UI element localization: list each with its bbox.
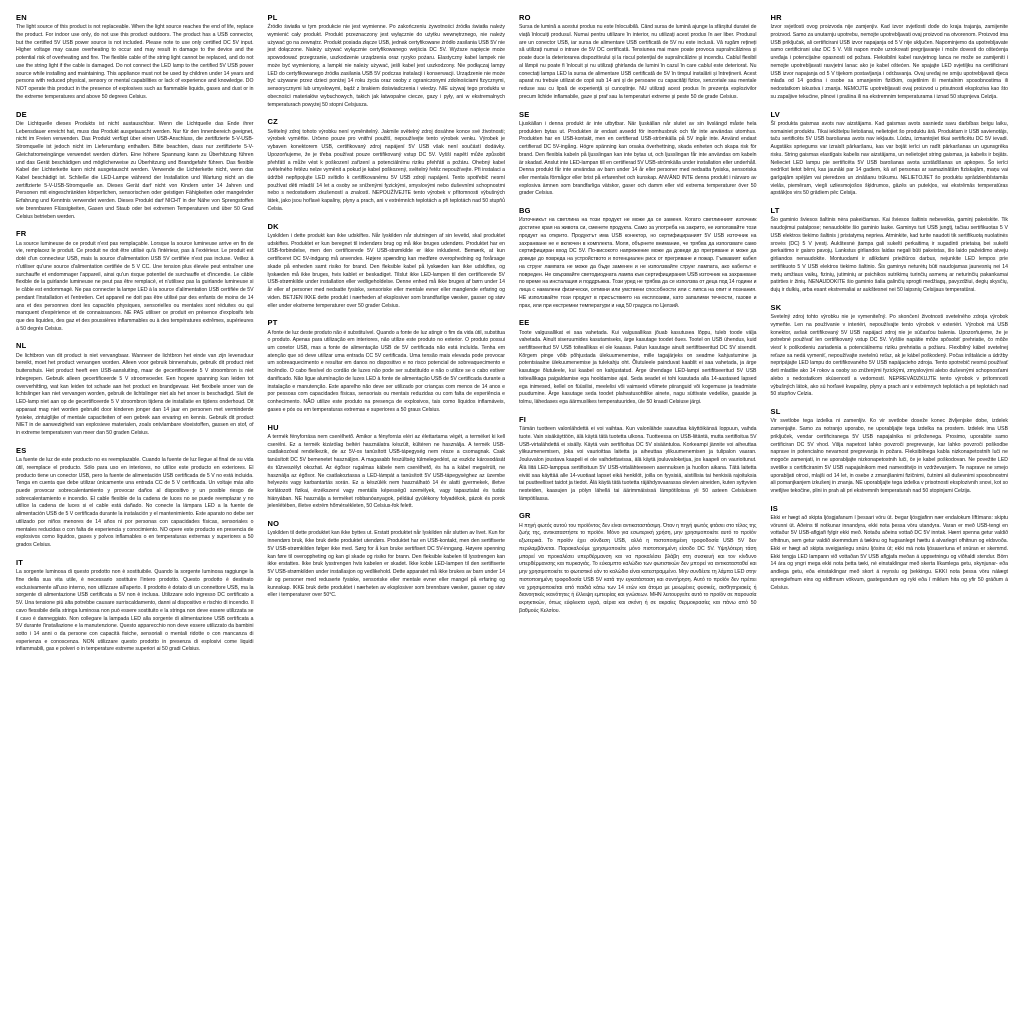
language-section-en [16,14,254,102]
language-code-nl: NL [16,341,27,351]
language-code-ro: RO [519,13,531,22]
language-section-lt [771,207,1009,295]
language-code-is: IS [770,503,778,513]
language-section-it [16,559,254,654]
language-text-fi: Tämän tuotteen valonlähdettä ei voi vaihtaa. Kun valonlähde saavuttaa käyttöikänsä loppuun, vaihda tuote. Vain sisäkäyttöön, älä käytä tätä tuotetta ulkona. Tuotteessa on USB-liitäntä, mutta sertifioitua 5V USB-virtalähdettä ei sisälly. Käytä vain sertifioitua DC 5V sisääntuloa. Korkeampi jännite voi aiheuttaa ylikuumenemisen, joka voi vaurioittaa laitetta ja aiheuttaa ylikuumenemisen ja tulipalon vaaran. Jouluvalon joustava kaapeli ei ole vaihdettavissa, älä käytä jouluvaloketjua, jos kaapeli on vaurioitunut. Älä liitä LED-lamppua sertifioituun 5V USB-virtalähteeseen asennuksen ja huollon aikana. Tätä laitetta eivät saa käyttää alle 14-vuotiaat lapset eikä henkilöt, joilla on fyysisiä, aistillisia tai henkisiä rajoituksia tai puutteelliset taidot ja tiedot. Älä käytä tätä tuotetta räjähdysvaarassa olevien aineiden, kuten syttyvien nesteiden, kaasujen ja pölyn lähellä tai äärimmäisissä lämpötiloissa yli 50 asteen Celsiuksen lämpötilassa. [519,426,757,502]
language-code-gr: GR [519,511,531,521]
language-code-sk: SK [770,302,782,312]
language-section-is [771,505,1009,593]
language-section-pl [268,14,506,109]
language-text-fr: La source lumineuse de ce produit n'est pas remplaçable. Lorsque la source lumineuse arrive en fin de vie, remplacez le produit. Ce produit ne doit être utilisé qu'à l'intérieur, pas à l'extérieur. Le produit est doté d'un connecteur USB, mais la source d'alimentation USB 5V certifiée n'est pas incluse. Veillez à n'utiliser qu'une source d'alimentation certifiée de 5 V CC. Une tension plus élevée peut entraîner une surchauffe et endommager l'appareil, ainsi qu'un risque potentiel de surchauffe et d'incendie. Le câble flexible de la guirlande lumineuse ne peut pas être remplacé, et n'utilisez pas la guirlande lumineuse si le câble est endommagé. Ne pas connecter la lampe LED à la source d'alimentation USB certifiée de 5V pendant l'installation et l'entretien. Cet appareil ne doit pas être utilisé par des enfants de moins de 14 ans et des personnes dont les capacités physiques, sensorielles ou mentales sont réduites ou qui manquent d'expérience et de connaissances. NE PAS utiliser ce produit en présence d'explosifs tels que des liquides, des gaz et des poussières inflammables ou à des températures extrêmes, supérieures à 50 degrés Celsius. [16,240,254,332]
language-text-no: Lyskilden til dette produktet kan ikke byttes ut. Erstatt produktet når lyskilden når slutten av livet. Kun for innendørs bruk, ikke bruk dette produktet utendørs. Produktet har en USB-kontakt, men den sertifiserte 5V USB-strømkilden følger ikke med. Sørg for å kun bruke sertifisert DC 5V-inngang. Høyere spenning kan føre til overoppheting og kan gi skade og risiko for brann. Den fleksible kabelen til lysstrengen kan ikke erstattes. Ikke bruk lysstrengen hvis kabelen er skadet. Ikke koble LED-lampen til den sertifiserte 5V USB-strømkilden under installasjon og vedlikehold. Dette apparatet må ikke brukes av barn under 14 år og personer med reduserte fysiske, sensoriske eller mentale evner eller mangel på erfaring og kunnskap. IKKE bruk dette produktet i nærheten av eksplosiver som brennbare væsker, gasser og støv eller i temperaturer over 50°C. [267,530,505,599]
language-code-sl: SL [770,407,781,417]
language-code-ee: EE [519,318,530,328]
language-text-pl: Źródło światła w tym produkcie nie jest wymienne. Po zakończeniu żywotności źródła światła należy wymienić cały produkt. Produkt przeznaczony jest wyłącznie do użytku wewnętrznego, nie należy używać go na zewnątrz. Produkt posiada złącze USB, jednak certyfikowane źródło zasilania USB 5V nie jest dołączone. Należy używać wyłącznie certyfikowanego wejścia DC 5V. Wyższe napięcie może spowodować przegrzanie, uszkodzenie urządzenia oraz ryzyko pożaru. Elastyczny kabel lampek nie może być wymieniony, a lampki nie należy używać, jeśli kabel jest uszkodzony. Nie podłączaj lampy LED do certyfikowanego źródła zasilania USB 5V podczas instalacji i konserwacji. Urządzenie nie może być używane przez dzieci poniżej 14 roku życia oraz osoby z ograniczonymi zdolnościami fizycznymi, sensorycznymi lub umysłowymi, bądź z brakiem doświadczenia i wiedzy. NIE używaj tego produktu w obecności materiałów wybuchowych, takich jak łatwopalne ciecze, gazy i pyły, ani w ekstremalnych temperaturach powyżej 50 stopni Celsjusza. [267,24,505,108]
language-code-hu: HU [267,422,279,432]
language-section-cz [268,118,506,213]
column-4 [771,14,1009,1016]
language-text-pt: A fonte de luz deste produto não é substituível. Quando a fonte de luz atingir o fim da vida útil, substitua o produto. Apenas para utilização em interiores, não utilize este produto no exterior. O produto possui um conetor USB, mas a fonte de alimentação USB de 5V certificada não está incluída. Tenha em atenção que só deve utilizar uma entrada CC 5V certificada. Uma tensão mais elevada pode provocar um sobreaquecimento e resultar em danos no dispositivo e no risco potencial de sobreaquecimento e incêndio. O cabo flexível do cordão de luzes não pode ser substituído e não o utilize se o cabo estiver danificado. Não ligue alumínação de luzes LED à fonte de alimentação USB de 5V certificada durante a instalação e manutenção. Este aparelho não deve ser utilizado por crianças com menos de 14 anos e por pessoas com capacidades físicas, sensoriais ou mentais reduzidas ou com falta de experiência e conhecimento. NÃO utilize este produto na presença de explosivos, tais como líquidos inflamáveis, gases e pós ou em temperaturas extremas e superiores a 50 graus Celsius. [267,329,505,413]
language-text-ee: Toote valgusallikat ei saa vahetada. Kui valgusallikas jõuab kasutusea lõppu, tuleb toode välja vahetada. Ainult siseruumides kasutamiseks, ärge kasutage toodet õues. Tootel on USB ühendus, kuid sertifitseeritud 5V USB toiteallikas ei ole kaasas. Palun kasutage ainult sertifitseeritud DC 5V sisendit. Kõrgem pinge võib põhjustada ülekuumenemise, mille tagajärjeks on seadme kahjustumine ja potentsiaalne ülekuumenemise ja tulekahju oht. Õlutuleele painduvat kaablit ei saa vahetada, ja ärge kasutage õlutuleele, kui kaabel on kahjustatud. Ärge ühendage LED-lampi sertifitseeritud 5V USB toiteallikaga paigaldamise ega hooldamise ajal. Seda seadet ei tohi kasutada alla 14-aastased lapsed ega inimesed, kellel on füüsilisi, meelelisi või vaimseid võimete piiranguid või kogemuse ja teadmiste puudumine. Ärge kasutage seda toodet plahvatusohtlike ainete, nagu süttivate vedelike, gaaside ja tolmu, lähedases ega äärmuslikes temperatuurides, üle 50 kraadi Celsiuse järgi. [519,329,757,406]
language-section-no [268,520,506,600]
language-text-hr: Izvor svjetlosti ovog proizvoda nije zamjenjiv. Kad izvor svjetlosti dođe do kraja trajanja, zamijenite proizvod. Samo za unutarnju upotrebu, nemojte upotrebljavati ovaj proizvod na otvorenom. Proizvod ima USB priključak, ali certificirani USB izvor napajanja od 5 V nije uključen. Napominjemo da upotrebljavate samo certificirani ulaz DC 5 V. Viši napon može uzrokovati pregrijavanje i može dovesti do oštećenja uređaja i potencijalne opasnosti od požara. Fleksibilni kabel rasvjetnog lanca ne može se zamijeniti i nemojte upotrebljavati rasvjetni lanac ako je kabel oštećen. Ne spajajte LED svjetiljku na certificirani USB izvor napajanja od 5 V tijekom postavljanja i održavanja. Ovaj uređaj ne smiju upotrebljavati djeca mlađa od 14 godina i osobe sa smanjenim fizičkim, osjetilnim ili mentalnim sposobnostima ili nedostatkom iskustva i znanja. NEMOJTE upotrebljavati ovaj proizvod u prisutnosti eksploziva kao što su zapaljive tekućine, plinovi i prašina ili na ekstremnim temperaturama i iznad 50 stupnjeva Celzija. [770,24,1008,100]
language-section-pt [268,319,506,414]
language-text-de: Die Lichtquelle dieses Produkts ist nicht austauschbar. Wenn die Lichtquelle das Ende ihrer Lebensdauer erreicht hat, muss das Produkt ausgetauscht werden. Nur für den Innenbereich geeignet, nicht im Freien verwenden. Das Produkt verfügt über einen USB-Anschluss, die zertifizierte 5-V-USB-Stromquelle ist jedoch nicht im Lieferumfang enthalten. Bitte beachten, dass nur zertifizierte 5-V-Gleichstromeingänge verwendet werden dürfen. Eine höhere Spannung kann zu Überhitzung führen und das Gerät beschädigen und möglicherweise zu Überhitzung und Brandgefahr führen. Das flexible Kabel der Lichterkette kann nicht ausgetauscht werden. Verwende die Lichterkette nicht, wenn das Kabel beschädigt ist. Schließe die LED-Lampe während der Installation und Wartung nicht an die zertifizierte 5-V-USB-Stromquelle an. Dieses Gerät darf nicht von Kindern unter 14 Jahren und Personen mit eingeschränkten körperlichen, sensorischen oder geistigen Fähigkeiten oder mangelnder Erfahrung und Kenntnis verwendet werden. Dieses Produkt darf NICHT in der Nähe von Sprengstoffen wie brennbaren Flüssigkeiten, Gasen und Staub oder bei extremen Temperaturen und über 50 Grad Celsius betrieben werden. [16,120,254,220]
language-text-sl: Vir svetlobe tega izdelka ni zamenljiv. Ko vir svetlobe doseže konec življenjske dobe, izdelek zamenjajte. Samo za notranjo uporabo, ne uporabljajte tega izdelka na prostem. Izdelek ima USB priključek, vendar certificiranega 5V USB napajalnika ni priloženega. Prosimo, uporabite samo certificiran DC 5V vhod. Višja napetost lahko povzroči pregrevanje, kar lahko povzroči poškodbe naprave in potencialno nevarnost pregrevanja in požara. Fleksibilnega kabla nizkonapetostnih luči ne mogoče zamenjati, in ne uporabljajte nizkonapetostnih luči, če je kabel poškodovan. Ne povežite LED svetilke s certificiranim 5V USB napajalnikom med namestitvijo in vzdrževanjem. Te naprave ne smejo uporabljati otroci, mlajši od 14 let, in osebe z zmanjšanimi fizičnimi, čutnimi ali duševnimi sposobnostmi ali pomanjkanjem izkušenj in znanja. NE uporabljajte tega izdelka v prisotnosti eksplozivnih snovi, kot so vnetljive tekočine, plini in prah ali pri ekstremnih temperaturah nad 50 stopinjami Celzija. [770,418,1008,494]
language-code-lt: LT [770,206,780,216]
language-code-lv: LV [770,109,780,119]
language-code-hr: HR [770,13,782,22]
language-text-cz: Světelný zdroj tohoto výrobku není vyměnitelný. Jakmile světelný zdroj dosáhne konce své životnosti; výrobek vyměňte. Určeno pouze pro vnitřní použití, nepoužívejte tento výrobek venku. Výrobek je vybaven konektorem USB, certifikovaný zdroj napájení 5V USB však není součástí dodávky. Upozorňujeme, že je třeba používat pouze certifikovaný vstup DC 5V. Vyšší napětí může způsobit přehřátí a může vést k poškození zařízení a potenciálnímu riziku přehřátí a požáru. Ohebný kabel světelného řetězu nelze vyměnit a pokud je kabel poškozený, světelný řetěz nepoužívejte. Při instalaci a údržbě nepřipojujte LED svítidlo k certifikovanému 5V USB zdroji napájení. Tento spotřebič nesmí používat děti mladší 14 let a osoby se sníženými fyzickými, smyslovými nebo duševními schopnostmi nebo s nedostatkem zkušeností a znalostí. NEPOUŽÍVEJTE tento výrobek v přítomnosti výbušných látek, jako jsou hořlavé kapaliny, plyny a prach, ani v extrémních teplotách a při teplotách nad 50 stupňů Celsia. [267,128,505,212]
language-text-lt: Šio gaminio šviesos šaltinis nėra pakeičiamas. Kai šviesos šaltinis nebeveikia, gaminį pakeiskite. Tik naudojimui patalpose; nenaudokite šio gaminio lauke. Gaminys turi USB jungtį, tačiau sertifikuotas 5 V USB elektros tiekimo šaltinis į pristatymą nepriea. Atminkite, kad turite naudoti tik sertifikuotą nuolatinės srovės (DC) 5 V įvestį. Aukštesnė įtampa gali sukelti perkaitimą ir sugadinti prietaisą bei sukelti perkaitimo ir gaisro pavojų. Lankstus girliandos laidas negali būti pakeistas, šio laido pažeidimo atveju girliandos nenaudokite. Montuodami ir atlikdami priežiūros darbus, nejunkite LED lempos prie sertifikuoto 5 V USB elektros tiekimo šaltinio. Šis gaminys neturėtų būti naudojamas jaunesnių nei 14 metų amžiaus vaikų, fizinių, jutiminių ar psichikos sutrikimų turinčių asmenų ar neturinčių pakankamai patirties ir žinių. NENAUDOKITE šio gaminio šalia galinčių sprogti medžiagų, pavyzdžiui, degių skysčių, dujų ir dulkių, arba esant ekstremaliai ar aukštesnei nei 50 laipsnių Celsijaus temperatūrai. [770,217,1008,294]
language-text-en: The light source of this product is not replaceable. When the light source reaches the end of life, replace the product. For indoor use only, do not use this product outdoors. The product has a USB connector, but the certified 5V USB power source is not included. Please note to use only certified DC 5V input. Higher voltage may cause overheating to occur and may result in damage to the device and the potential risk of overheating and fire. The flexible cable of the string light cannot be replaced, and do not use the string light if the cable is damaged. Do not connect the LED lamp to the certified 5V USB power source while installing and maintaining. This appliance must not be used by children under 14 years and persons with reduced physical, sensory or mental capabilities or lack of experience and knowledge. DO NOT operate this product in the presence of explosives such as flammable liquids, gases and dust or in the extreme temperatures and above 50 degrees Celsius. [16,24,254,100]
language-section-gr [519,512,757,615]
language-section-sk [771,304,1009,399]
language-section-hu [268,424,506,512]
language-code-pl: PL [267,13,278,22]
language-text-ro: Sursa de lumină a acestui produs nu este înlocuibilă. Când sursa de lumină ajunge la sfârșitul duratei de viață înlocuiți produsul. Numai pentru utilizare în interior, nu utilizați acest produs în aer liber. Produsul are un conector USB, iar sursa de alimentare USB certificată de 5V nu este inclusă. Vă rugăm rețineți să utilizați numai o intrare de 5V DC certificată. Tensiunea mai mare poate provoca supraîncălzirea și poate duce la deteriorarea dispozitivului și la riscul potențial de supraîncălzire și incendiu. Cablul flexibil al lămpii nu poate fi înlocuit și nu utilizați ghirlanda de lumini în cazul în care cablul este deteriorat. Nu conectați lampa LED la sursa de alimentare USB certificată de 5V în timpul instalării și întreținerii. Acest aparat nu trebuie utilizat de copii sub 14 ani și de persoane cu capacități fizice, senzoriale sau mentale reduse sau cu lipsă de experiență și cunoștințe. NU utilizați acest produs în prezența explozivilor precum lichide inflamabile, gaze și praf sau la temperaturi extreme și peste 50 de grade Celsius. [519,24,757,100]
language-text-gr: Η πηγή φωτός αυτού του προϊόντος δεν είναι αντικαταστάσιμη. Όταν η πηγή φωτός φτάσει στο τέλος της ζωής της, αντικαταστήστε το προϊόν. Μόνο για εσωτερική χρήση, μην χρησιμοποιείτε αυτό το προϊόν εξωτερικά. Το προϊόν έχει σύνδεση USB, αλλά η πιστοποιημένη τροφοδοσία USB 5V δεν περιλαμβάνεται. Παρακαλούμε χρησιμοποιείτε μόνο πιστοποιημένη είσοδο DC 5V. Υψηλότερη τάση μπορεί να προκαλέσει υπερθέρμανση και να προκαλέσει βλάβη στη συσκευή και τον κίνδυνο υπερθέρμανσης και πυρκαγιάς. Το εύκαμπτο καλώδιο των φωτιστικών δεν μπορεί να αντικατασταθεί και μην χρησιμοποιείτε το φωτιστικό εάν το καλώδιο είναι κατεστραμμένο. Μην συνδέετε τη λάμπα LED στην πιστοποιημένη τροφοδοσία USB 5V κατά την εγκατάσταση και συντήρηση. Αυτό το προϊόν δεν πρέπει να χρησιμοποιείται από παιδιά κάτω των 14 ετών και άτομα με μειωμένες φυσικές, αισθητηριακές ή διανοητικές ικανότητες ή έλλειψη εμπειρίας και γνώσεων. ΜΗΝ λειτουργείτε αυτό το προϊόν σε παρουσία εκρηκτικών, όπως εύφλεκτα υγρά, αέρια και σκόνη ή σε ακραίες θερμοκρασίες και πάνω από 50 βαθμούς Κελσίου. [519,522,757,614]
language-code-fi: FI [519,414,527,424]
language-text-it: La sorgente luminosa di questo prodotto non è sostituibile. Quando la sorgente luminosa raggiunge la fine della sua vita utile, è necessario sostituire l'intero prodotto. Questo prodotto è destinato esclusivamente all'uso interno, non utilizzare all'aperto. Il prodotto è dotato di un connettore USB, ma la sorgente di alimentazione USB certificata a 5V non è inclusa. Utilizzare solo ingresso DC certificato a 5V. Una tensione più alta potrebbe causare surriscaldamento, danni al dispositivo e rischio di incendio. Il cavo flessibile della stringa luminosa non può essere sostituito e la stringa non deve essere utilizzata se il cavo è danneggiato. Non collegare la lampada LED alla sorgente di alimentazione USB certificata a 5V durante l'installazione e la manutenzione. Questo apparecchio non deve essere utilizzato da bambini sotto i 14 anni o da persone con capacità fisiche, sensoriali o mentali ridotte o con mancanza di esperienza e conoscenza. NON utilizzare questo prodotto in presenza di esplosivi come liquidi infiammabili, gas e polveri o in temperature estreme superiori ai 50 gradi Celsius. [16,569,254,653]
column-1 [16,14,254,1016]
language-code-es: ES [16,445,27,455]
language-section-bg [519,207,757,310]
language-text-sk: Svetelný zdroj tohto výrobku nie je vymeniteľný. Po skončení životnosti svetelného zdroja výrobok vymeňte. Len na používanie v interiéri, nepoužívajte tento výrobok v exteriéri. Výrobok má USB konektor, avšak certifikovaný 5V USB napájací zdroj nie je súčasťou balenia. Upozorňujeme, že je potrebné používať len certifikovaný vstup DC 5V. Vyššie napätie môže spôsobiť prehriatie, čo môže viesť k poškodeniu zariadenia a potenciálnemu riziku prehriatia a požiaru. Flexibilný kábel svetelnej reťaze sa nedá vymeniť, nepoužívajte svetelnú reťaz, ak je kábel poškodený. Počas inštalácie a údržby nepripájajte LED lampu do certifikovaného 5V USB napájacieho zdroja. Tento spotrebič nesmú používať deti mladšie ako 14 rokov a osoby so zníženými fyzickými, zmyslovými alebo duševnými schopnosťami alebo s nedostatkom skúseností a vedomostí. NEPREVÁDZKUJTE tento výrobok v prítomnosti výbušných látok, ako sú horľavé kvapaliny, plyny a prach ani v extrémnych teplotách a pri teplotách nad 50 stupňov Celzia. [770,314,1008,398]
language-section-ro [519,14,757,102]
language-code-cz: CZ [267,117,278,127]
language-section-dk [268,223,506,311]
language-text-is: Ekki er hægt að skipta ljósgjafanum í þessari vöru út. Þegar ljósgjafinn nær endalokum líftímans: skiptu vörunni út. Aðeins til notkunar innandyra, ekki nota þessa vöru utandyra. Varan er með USB-tengi en vottaður 5V USB-aflgjafi fylgir ekki með. Notaðu aðeins vottað DC 5V inntak. Hærri spenna getur valdið ofhitnun, sem getur valdið skemmdum á tækinu og hugsanlegri hættu á alvarlegri ofhitnun og eldsvoða. Ekki er hægt að skipta sveigjanlegu snúru ljósins út; ekki má nota ljósaseríuna ef snúran er skemmd. Ekki tengja LED lampann við vottaðan 5V USB aflgjafa meðan á uppsetningu og viðhaldi stendur. Börn 14 ára og yngri mega ekki nota þetta tæki, né einstaklingar með skerta líkamlega getu, skynjunar- eða andlega getu, eða einstaklingar með skort á reynslu og þekkingu. EKKI nota þessa vöru nálægt sprengiefnum eins og eldfimum vökvum, gastegundum og ryki eða í miklum hita og yfir 50 gráðum á Celsíus. [770,514,1008,591]
language-code-fr: FR [16,229,27,239]
language-code-se: SE [519,109,530,119]
language-code-pt: PT [267,318,278,328]
language-text-dk: Lyskilden i dette produkt kan ikke udskiftes. Når lyskilden når slutningen af sin levetid, skal produktet udskiftes. Produktet er kun beregnet til indendørs brug og må ikke bruges udendørs. Produktet har en USB-forbindelse, men den certificerede 5V USB-strømkilde er ikke inkluderet. Bemærk, at kun certificeret DC 5V-indgang må anvendes. Højere spænding kan medføre overophedning og forårsage skade på enheden samt risiko for brand. Den fleksible kabel på lyskæden kan ikke udskiftes, og lyskæden må ikke bruges, hvis kablet er beskadiget. Tilslut ikke LED-lampen til den certificerede 5V USB-strømkilde under installation eller vedligeholdelse. Denne enhed må ikke bruges af børn under 14 år eller af personer med nedsatte fysiske, sensoriske eller mentale evner eller manglende erfaring og viden. BETJEN IKKE dette produkt i nærheden af eksplosiver som brandfarlige væsker, gasser og støv eller under ekstreme temperaturer over 50 grader Celsius. [267,232,505,309]
language-section-fi [519,416,757,504]
language-code-bg: BG [519,206,531,216]
language-text-hu: A termék fényforrása nem cserélhető. Amikor a fényforrás eléri az élettartama végét, a terméket ki kell cserélni. Ez a termék kizárólag beltéri használatra készült, kültéren ne használja. A termék USB-csatlakozóval rendelkezik, de az 5V-os tanúsított USB-tápegység nem része a csomagnak. Csak tanúsított DC 5V bemenetet használjon. A magasabb feszültség túlmelegedést, az eszköz károsodását és tűzveszélyt okozhat. Az égősor rugalmas kábele nem cserélhető, és ha a kábel megsérült, ne használja az égősor. Ne csatlakoztassa a LED-lámpát a tanúsított 5V USB-tápegységhez az üzembe helyezés vagy karbantartás során. Ez a készülék nem használható 14 év alatti gyermekek, illetve korlátozott fizikai, érzékszervi vagy mentális képességű személyek, vagy tapasztalat és tudás hiányában. NE használja a terméket robbanóanyagok, például gyúlékony folyadékok, gázok és porok jelenlétében, illetve extrém hőmérsékleten, 50 Celsius-fok felett. [267,433,505,510]
column-3 [519,14,757,1016]
language-text-es: La fuente de luz de este producto no es reemplazable. Cuando la fuente de luz llegue al final de su vida útil, reemplace el producto. Sólo para uso en interiores, no utilice este producto en exteriores. El producto tiene un conector USB, pero la fuente de alimentación USB certificada de 5 V no está incluida. Tenga en cuenta que debe utilizar únicamente una entrada CC de 5 V certificada. Un voltaje más alto puede provocar sobrecalentamiento y provocar daños al dispositivo y un posible riesgo de sobrecalentamiento e incendio. El cable flexible de la cadena de luces no se puede reemplazar y no utilice la cadena de luces si el cable está dañado. No conecte la lámpara LED a la fuente de alimentación USB de 5 V certificada durante la instalación y el mantenimiento. Este aparato no debe ser utilizado por niños menores de 14 años ni por personas con capacidades físicas, sensoriales o mentales reducidas o con falta de experiencia y conocimiento. NO opere este producto en presencia de explosivos como líquidos, gases y polvos inflamables o en temperaturas extremas y superiores a 50 grados Celsius. [16,457,254,549]
language-section-nl [16,342,254,437]
language-section-de [16,111,254,222]
language-code-en: EN [16,13,27,22]
column-container [16,14,1008,1016]
language-section-lv [771,111,1009,199]
language-code-no: NO [267,519,280,529]
language-text-lv: Šī produkta gaismas avots nav aizstājams. Kad gaismas avots sasniedz savu darbības beigu laiku, nomainiet produktu. Tikai iekštelpu lietošanai, nelietojiet šo produktu ārā. Produktam ir USB savienotājs, taču sertificēts 5V USB barošanas avots nav iekļauts. Lūdzu, izmantojiet tikai sertificētu DC 5V ievadi. Augstāks spriegums var izraisīt pārkaršanu, kas var bojāt ierīci un radīt pārkaršanas un ugunsgrēka risku. String gaismas elastīgais kabelis nav aizstājams, un nelietojiet string gaismas, ja kabelis ir bojāts. Nelieciet LED lampu pie sertificēta 5V USB barošanas avota uzstādīšanas un apkopes. Šo ierīci nedrīkst lietot bērni, kas jaunāki par 14 gadiem, kā arī personas ar samazinātām fiziskajām, maņu vai garīgajām spējām vai pieredzes un zināšanu trūkumu. NELIETOJIET šo produktu sprādzienbīstamās vielās, piemēram, viegli uzliesmojošos šķidrumos, gāzēs un putekļos, vai ekstrēmās temperatūras apstākļos virs 50 grādiem pēc Celsija. [770,120,1008,197]
language-section-se [519,111,757,199]
language-section-sl [771,408,1009,496]
language-section-hr [771,14,1009,102]
language-section-fr [16,230,254,333]
language-text-bg: Източникът на светлина на този продукт не може да се заменя. Когато светлинният източник достигне края на живота си, сменете продукта. Само за употреба на закрито, не използвайте този продукт на открито. Продуктът има USB конектор, но сертифицираният 5V USB източник на захранване не е включен в комплекта. Моля, обърнете внимание, че трябва да използвате само сертифициран вход DC 5V. По-високото напрежение може да доведе до прегряване и може да доведе до повреда на устройството и потенциален риск от прегряване и пожар. Гъвкавият кабел на струнг лампата не може да бъде заменен и не използвайте струнг лампата, ако кабелът е повреден. Не свързвайте светодиодната лампа към сертифицирания USB източник на захранване по време на инсталация и поддръжка. Този уред не трябва да се използва от деца под 14 години и лица с намалени физически, сетивни или умствени способности или с липса на опит и познания. НЕ използвайте този продукт в присъствието на експлозиви, като запалими течности, газове и прах, или при екстремни температури и над 50 градуса по Целзий. [519,217,757,309]
language-text-nl: De lichtbron van dit product is niet vervangbaar. Wanneer de lichtbron het einde van zijn levensduur bereikt, moet het product vervangen worden. Alleen voor gebruik binnenshuis, gebruik dit product niet buitenshuis. Het product heeft een USB-aansluiting, maar de gecertificeerde 5 V stroombron is niet inbegrepen. Gebruik alleen gecertificeerde 5 V stroomvoeder. Een hogere spanning kan leiden tot oververhitting, wat kan leiden tot schade aan het product en brandgevaar. Het flexibele snoer van de lichtslinger kan niet vervangen worden, gebruik de lichtslinger niet als het snoer is beschadigd. Sluit de LED-lamp niet aan op de gecertificeerde 5 V stroombron tijdens de installatie en tijdens onderhoud. Dit apparaat mag niet worden gebruikt door kinderen jonger dan 14 jaar en personen met verminderde fysieke, zintuiglijke of mentale capaciteiten of een gebrek aan ervaring en kennis. Gebruik dit product NIET in de aanwezigheid van explosieve materialen, zoals ontvlambare vloeistoffen, gassen en stof, of in extreme temperaturen van meer dan 50 graden Celsius. [16,352,254,437]
language-code-dk: DK [267,221,279,231]
column-2 [268,14,506,1016]
language-section-ee [519,319,757,407]
language-code-de: DE [16,109,27,119]
language-text-se: Ljuskällan i denna produkt är inte utbytbar. När ljuskällan når slutet av sin livslängd måste hela produkten bytas ut. Produkten är endast avsedd för inomhusbruk och får inte användas utomhus. Produkten har en USB-kontakt, men en certifierad USB-strömkälla på 5V ingår inte. Använd endast certifierad DC 5V-ingång. Högre spänning kan orsaka överhettning, skada enheten och skapa risk för brand. Den flexibla kabeln på ljusslingan kan inte bytas ut, och ljusslingan får inte användas om kabeln är skadad. Anslut inte LED-lampan till en certifierad 5V USB-strömkälla under installation eller underhåll. Denna produkt får inte användas av barn under 14 år eller personer med nedsatta fysiska, sensoriska eller mentala förmågor eller brist på erfarenhet och kunskap. ANVÄND INTE denna produkt i närvaro av explosiva ämnen som brandfarliga vätskor, gaser och damm eller vid extrema temperaturer över 50 grader Celsius. [519,120,757,197]
language-code-it: IT [16,557,24,567]
language-section-es [16,447,254,550]
